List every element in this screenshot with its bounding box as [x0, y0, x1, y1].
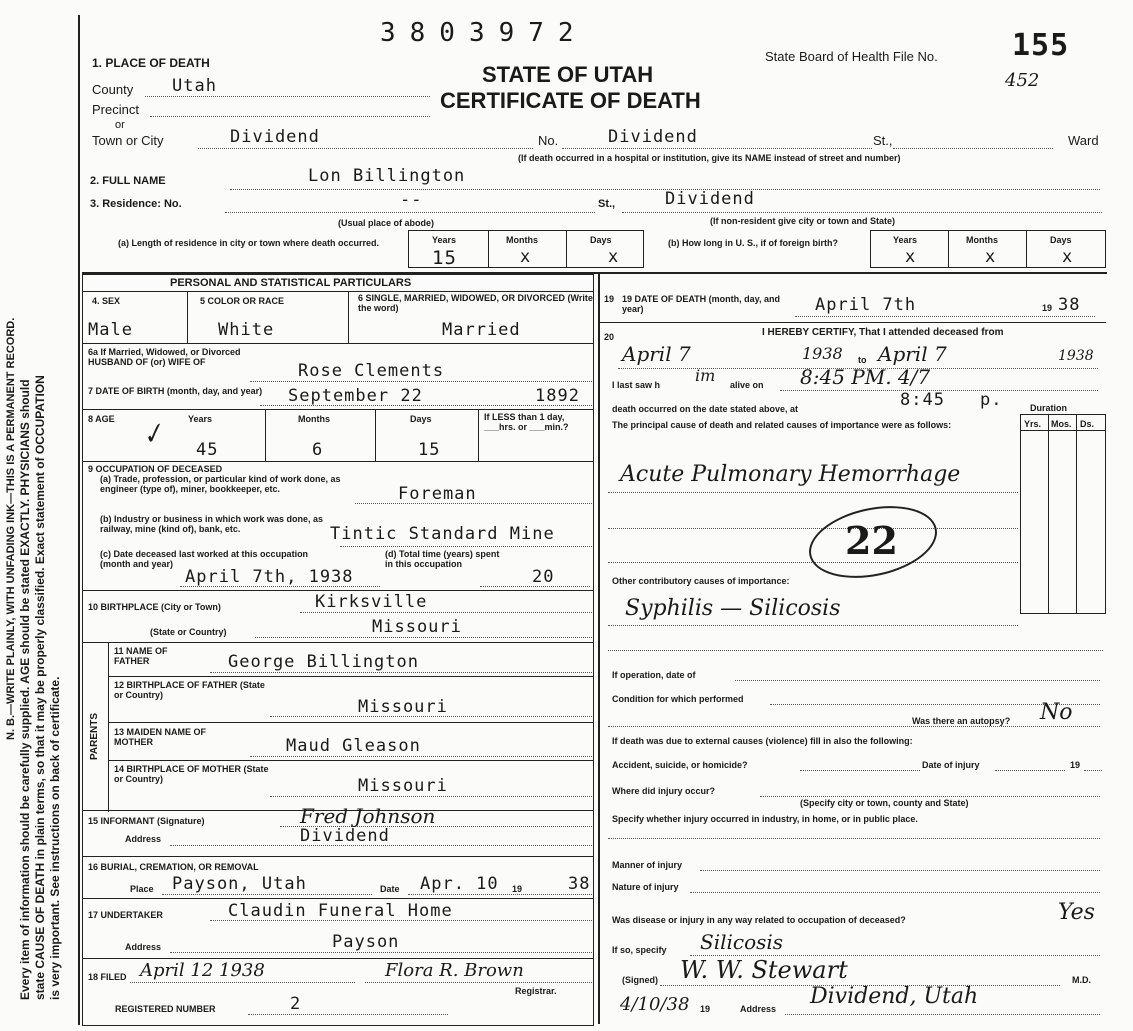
personal-header: PERSONAL AND STATISTICAL PARTICULARS: [170, 277, 412, 289]
mother-label: 13 MAIDEN NAME OF MOTHER: [114, 727, 207, 747]
ifso-label: If so, specify: [612, 945, 667, 955]
b-months-value: x: [985, 247, 997, 267]
town-value: Dividend: [230, 127, 320, 147]
sign-year-prefix: 19: [700, 1004, 711, 1014]
death-ampm: p.: [980, 390, 1003, 410]
margin-instructions-2: state CAUSE OF DEATH in plain terms, so that it may be properly classified. Exact statement of OCCUPATION: [33, 375, 47, 1000]
b-months-label: Months: [966, 235, 998, 245]
principal-cause: Acute Pulmonary Hemorrhage: [620, 462, 961, 487]
burial-date-value: Apr. 10: [420, 874, 499, 894]
street-label: St.,: [873, 133, 893, 148]
undertaker-value: Claudin Funeral Home: [228, 901, 453, 921]
a-months-value: x: [520, 247, 532, 267]
last-saw-label: I last saw h: [612, 380, 661, 390]
county-label: County: [92, 82, 134, 97]
yrs-label: Yrs.: [1024, 419, 1042, 429]
contributory-cause: Syphilis — Silicosis: [625, 596, 841, 621]
registrar-label: Registrar.: [515, 986, 557, 996]
occupation-b-value: Tintic Standard Mine: [330, 524, 555, 544]
burial-place-value: Payson, Utah: [172, 874, 307, 894]
age-months-value: 6: [312, 440, 324, 460]
age-days-label: Days: [410, 414, 432, 424]
attended-to-year: 1938: [1058, 348, 1094, 364]
burial-place-label: Place: [130, 884, 154, 894]
margin-instructions-3: is very important. See instructions on back of certificate.: [48, 676, 62, 1000]
undertaker-address-value: Payson: [332, 932, 400, 952]
dob-value: September 22: [288, 386, 423, 406]
age-months-label: Months: [298, 414, 330, 424]
ifso-value: Silicosis: [700, 930, 784, 954]
informant-address-value: Dividend: [300, 826, 390, 846]
occurred-text: death occurred on the date stated above, at: [612, 404, 799, 414]
father-label: 11 NAME OF FATHER: [114, 646, 168, 666]
death-time: 8:45: [900, 390, 945, 410]
injury-year-prefix: 19: [1070, 760, 1081, 770]
marital-value: Married: [442, 320, 521, 340]
sex-value: Male: [88, 320, 133, 340]
cause-text: The principal cause of death and related causes of importance were as follows:: [612, 420, 952, 430]
a-days-value: x: [608, 247, 620, 267]
physician-signature: W. W. Stewart: [680, 956, 848, 984]
b-days-value: x: [1062, 247, 1074, 267]
parents-label: PARENTS: [89, 712, 100, 760]
sex-label: 4. SEX: [92, 296, 121, 306]
file-number-label: State Board of Health File No.: [765, 49, 938, 64]
mother-value: Maud Gleason: [286, 736, 421, 756]
father-value: George Billington: [228, 652, 419, 672]
where-note: (Specify city or town, county and State): [800, 798, 969, 808]
autopsy-label: Was there an autopsy?: [912, 716, 1011, 726]
contrib-label: Other contributory causes of importance:: [612, 576, 790, 586]
operation-label: If operation, date of: [612, 670, 696, 680]
sign-address-label: Address: [740, 1004, 777, 1014]
street-no-label: No.: [538, 133, 559, 148]
manner-label: Manner of injury: [612, 860, 683, 870]
duration-label: Duration: [1030, 403, 1067, 413]
attended-from-date: April 7: [622, 342, 691, 366]
alive-on-value: 8:45 PM. 4/7: [800, 365, 931, 389]
foreign-birth-label: (b) How long in U. S., if of foreign birth?: [668, 238, 838, 248]
sign-address-value: Dividend, Utah: [810, 984, 979, 1009]
registrar-signature: Flora R. Brown: [385, 960, 524, 981]
certificate-number: 3803972: [380, 18, 588, 48]
age-years-label: Years: [188, 414, 213, 424]
color-label: 5 COLOR OR RACE: [200, 296, 285, 306]
birthplace-state: Missouri: [372, 617, 462, 637]
external-label: If death was due to external causes (violence) fill in also the following:: [612, 736, 913, 746]
informant-signature: Fred Johnson: [300, 804, 436, 828]
cause-code: 22: [845, 518, 898, 563]
file-number: 155: [1012, 28, 1070, 63]
age-days-value: 15: [418, 440, 441, 460]
dod-label-text: 19 DATE OF DEATH (month, day, and year): [622, 294, 781, 314]
a-days-label: Days: [590, 235, 612, 245]
undertaker-label: 17 UNDERTAKER: [88, 910, 163, 920]
mother-birthplace-value: Missouri: [358, 776, 448, 796]
dob-year: 1892: [535, 386, 580, 406]
state-title: STATE OF UTAH: [482, 62, 654, 87]
b-years-label: Years: [893, 235, 918, 245]
street-no-value: Dividend: [608, 127, 698, 147]
full-name-value: Lon Billington: [308, 166, 466, 186]
a-years-label: Years: [432, 235, 457, 245]
place-of-death-label: 1. PLACE OF DEATH: [92, 56, 210, 70]
last-saw-him: im: [695, 366, 716, 385]
dod-value: April 7th: [815, 295, 917, 315]
precinct-label: Precinct: [92, 102, 139, 117]
town-label: Town or City: [92, 133, 164, 148]
accident-label: Accident, suicide, or homicide?: [612, 760, 748, 770]
file-number-handwritten: 452: [1005, 70, 1040, 91]
autopsy-value: No: [1040, 700, 1073, 725]
ward-label: Ward: [1068, 133, 1099, 148]
age-years-value: 45: [196, 440, 219, 460]
ds-label: Ds.: [1080, 419, 1095, 429]
age-less-label: If LESS than 1 day, ___hrs. or ___min.?: [484, 412, 569, 432]
nonresident-note: (If non-resident give city or town and State): [710, 216, 896, 226]
occupation-label: 9 OCCUPATION OF DECEASED: [88, 464, 223, 474]
spouse-label: 6a If Married, Widowed, or Divorced HUSBAND OF (or) WIFE OF: [88, 347, 241, 367]
father-birthplace-value: Missouri: [358, 697, 448, 717]
alive-on-label: alive on: [730, 380, 764, 390]
undertaker-address-label: Address: [125, 942, 162, 952]
age-label: 8 AGE: [88, 414, 115, 424]
a-months-label: Months: [506, 235, 538, 245]
length-residence-label: (a) Length of residence in city or town where death occurred.: [118, 238, 380, 248]
related-label: Was disease or injury in any way related to occupation of deceased?: [612, 915, 906, 925]
a-years-value: 15: [432, 247, 457, 269]
informant-label: 15 INFORMANT (Signature): [88, 816, 205, 826]
sign-date: 4/10/38: [620, 994, 690, 1015]
residence-st-label: St.,: [598, 198, 616, 210]
b-years-value: x: [905, 247, 917, 267]
birthplace-city: Kirksville: [315, 592, 428, 612]
certificate-title: CERTIFICATE OF DEATH: [440, 88, 701, 113]
spouse-value: Rose Clements: [298, 361, 445, 381]
filed-value: April 12 1938: [140, 960, 265, 981]
occupation-c-value: April 7th, 1938: [185, 567, 354, 587]
mos-label: Mos.: [1051, 419, 1072, 429]
filed-label: 18 FILED: [88, 972, 127, 982]
attended-from-year: 1938: [802, 344, 843, 363]
registered-number-value: 2: [290, 994, 302, 1014]
or-label: or: [115, 119, 125, 131]
usual-abode-note: (Usual place of abode): [338, 218, 435, 228]
margin-instructions-1: Every item of information should be carefully supplied. AGE should be stated EXACTLY. PHYSICIANS should: [18, 379, 32, 1000]
related-value: Yes: [1058, 900, 1095, 925]
b-days-label: Days: [1050, 235, 1072, 245]
county-value: Utah: [172, 76, 217, 96]
informant-address-label: Address: [125, 834, 162, 844]
birthplace-state-label: (State or Country): [150, 627, 227, 637]
residence-label: 3. Residence: No.: [90, 198, 182, 210]
where-label: Where did injury occur?: [612, 786, 716, 796]
occupation-d-label: (d) Total time (years) spent in this occupation: [385, 549, 500, 569]
residence-no-value: --: [400, 190, 423, 210]
dod-label: 19: [604, 294, 615, 304]
mother-birthplace-label: 14 BIRTHPLACE OF MOTHER (State or Country): [114, 764, 269, 784]
margin-instructions-4: N. B.—WRITE PLAINLY, WITH UNFADING INK—THIS IS A PERMANENT RECORD.: [5, 317, 17, 740]
md-label: M.D.: [1072, 975, 1091, 985]
dob-label: 7 DATE OF BIRTH (month, day, and year): [88, 386, 263, 396]
occupation-a-label: (a) Trade, profession, or particular kind of work done, as engineer (type of), miner, bookkeeper, etc.: [100, 474, 341, 494]
attended-to-date: April 7: [878, 342, 947, 366]
occupation-d-value: 20: [532, 567, 555, 587]
dod-year-value: 38: [1058, 295, 1081, 315]
burial-year-prefix: 19: [512, 884, 523, 894]
registered-number-label: REGISTERED NUMBER: [115, 1004, 216, 1014]
full-name-label: 2. FULL NAME: [90, 175, 166, 187]
burial-year-value: 38: [568, 874, 591, 894]
signed-label: (Signed): [622, 975, 658, 985]
injury-date-label: Date of injury: [922, 760, 980, 770]
age-check-mark: ✓: [137, 417, 169, 453]
father-birthplace-label: 12 BIRTHPLACE OF FATHER (State or Country): [114, 680, 265, 700]
birthplace-label: 10 BIRTHPLACE (City or Town): [88, 602, 221, 612]
occupation-b-label: (b) Industry or business in which work was done, as railway, mine (kind of), bank, etc.: [100, 514, 324, 534]
burial-date-label: Date: [380, 884, 400, 894]
marital-label: 6 SINGLE, MARRIED, WIDOWED, OR DIVORCED (Write the word): [358, 293, 593, 313]
residence-st-value: Dividend: [665, 189, 755, 209]
dod-year-prefix: 19: [1042, 303, 1053, 313]
color-value: White: [218, 320, 275, 340]
specify-label: Specify whether injury occurred in industry, in home, or in public place.: [612, 814, 918, 824]
condition-label: Condition for which performed: [612, 694, 744, 704]
hospital-note: (If death occurred in a hospital or institution, give its NAME instead of street and number): [518, 153, 901, 163]
occupation-c-label: (c) Date deceased last worked at this occupation (month and year): [100, 549, 309, 569]
certify-number: 20: [604, 332, 615, 342]
to-label: to: [858, 355, 867, 365]
certify-text: I HEREBY CERTIFY, That I attended deceased from: [762, 327, 1004, 338]
nature-label: Nature of injury: [612, 882, 679, 892]
burial-label: 16 BURIAL, CREMATION, OR REMOVAL: [88, 862, 259, 872]
occupation-a-value: Foreman: [398, 484, 477, 504]
